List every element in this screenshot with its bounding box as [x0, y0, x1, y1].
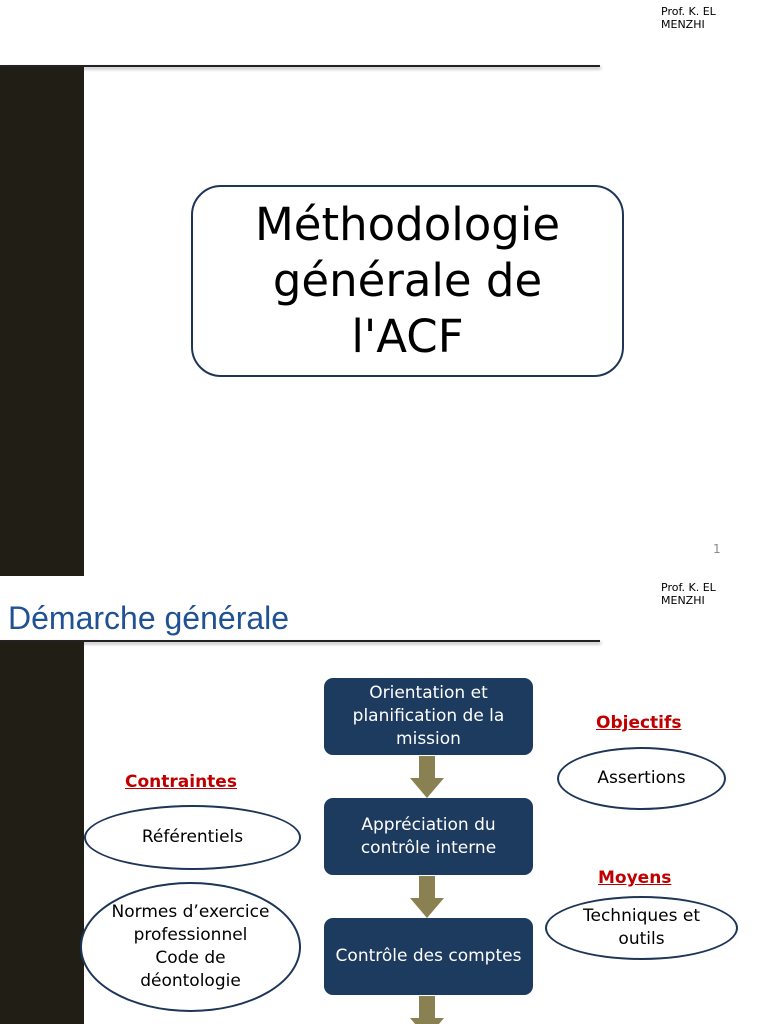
moyens-label: Moyens [598, 868, 672, 888]
objectifs-label: Objectifs [596, 713, 682, 733]
step-controle-interne: Appréciation du contrôle interne [324, 798, 533, 875]
contraintes-label: Contraintes [125, 772, 237, 792]
referentiels-oval: Référentiels [84, 805, 301, 870]
slide-2 [0, 576, 768, 1024]
flow-arrow-1 [410, 756, 444, 798]
page-number: 1 [713, 542, 721, 556]
sidebar-bar [0, 642, 84, 1024]
slide-heading: Démarche générale [8, 600, 290, 636]
assertions-oval: Assertions [557, 747, 726, 810]
flow-arrow-2 [410, 876, 444, 918]
techniques-oval: Techniques et outils [545, 896, 738, 960]
normes-oval: Normes d’exercice professionnel Code de déontologie [80, 882, 301, 1012]
title-box [191, 185, 624, 377]
author-name: Prof. K. EL MENZHI [661, 581, 716, 607]
slide-title: Méthodologie générale de l'ACF [254, 198, 561, 363]
header-rule [0, 640, 600, 642]
author-name: Prof. K. EL MENZHI [661, 5, 716, 31]
step-orientation: Orientation et planification de la mission [324, 678, 533, 755]
step-controle-comptes: Contrôle des comptes [324, 918, 533, 995]
sidebar-bar [0, 67, 84, 576]
flow-arrow-3 [410, 996, 444, 1024]
header-rule [0, 65, 600, 67]
